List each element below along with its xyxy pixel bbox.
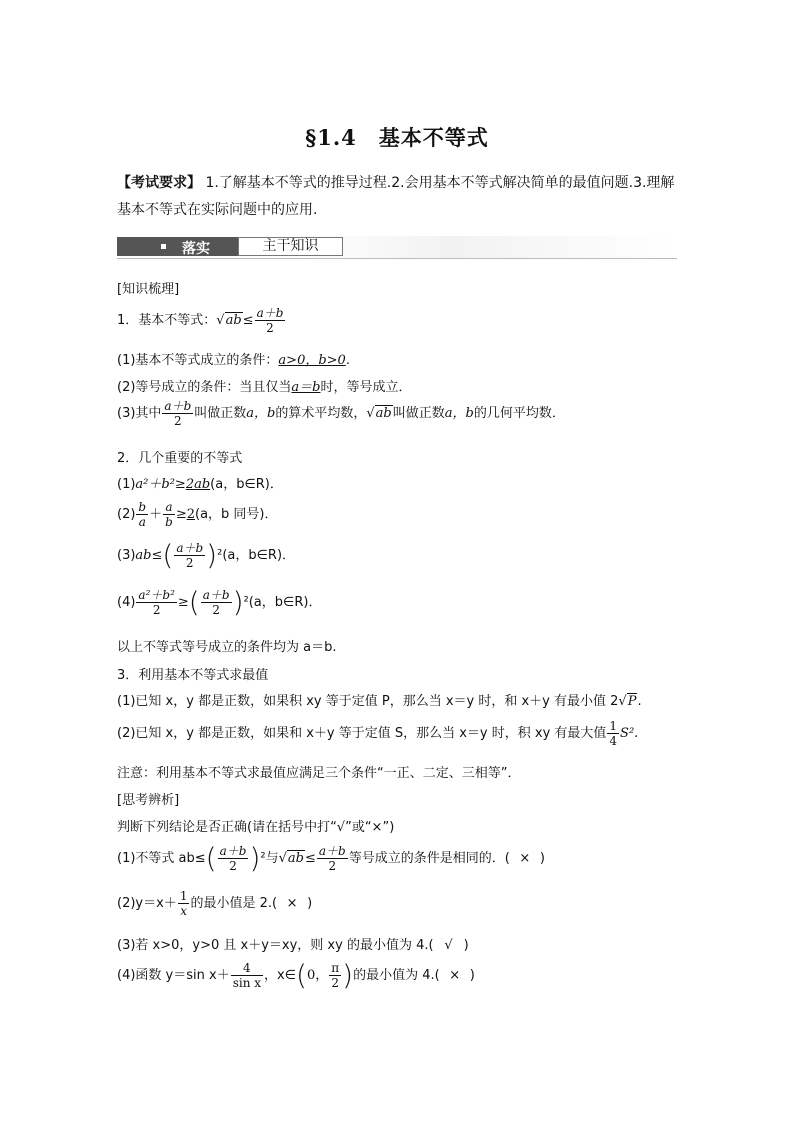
k2-item-1: (1)a²＋b²≥2ab(a，b∈R)．: [117, 477, 283, 492]
k1-heading: 1．基本不等式：√ab≤ $\frac{a+b}{2}$: [117, 306, 284, 335]
judge-question-4: (4)函数 y＝sin x＋ $\frac{4}{\text{sin x}}$ ，x∈(0， $\frac{\pi}{2}$ )的最小值为 4.( × ): [117, 958, 475, 992]
k3-note: 注意：利用基本不等式求最值应满足三个条件“一正、二定、三相等”．: [117, 766, 521, 781]
section-think-heading: [思考辨析]: [117, 793, 180, 808]
requirements-label: 【考试要求】: [117, 175, 201, 191]
k2-item-2: (2) $\frac{b}{a}$ ＋ $\frac{a}{b}$ ≥2(a，b 同号)．: [117, 500, 278, 529]
exam-requirements: [117, 170, 681, 224]
k1-condition-2: (2)等号成立的条件：当且仅当a＝b时，等号成立．: [117, 380, 412, 395]
sqrt-ab: √ab: [216, 313, 242, 328]
page-title: §1.4 基本不等式: [305, 125, 489, 150]
k2-heading: 2．几个重要的不等式: [117, 451, 243, 466]
k2-item-3: (3)ab≤( $\frac{a+b}{2}$ )²(a，b∈R)．: [117, 538, 296, 572]
requirements-text: 1.了解基本不等式的推导过程.2.会用基本不等式解决简单的最值问题.3.理解基本不等式在实际问题中的应用.: [117, 175, 675, 218]
answer-mark-4: ×: [449, 968, 461, 983]
section-knowledge-heading: [知识梳理]: [117, 282, 180, 297]
judge-question-2: (2)y＝x＋ $\frac{1}{x}$ 的最小值是 2.( × ): [117, 889, 313, 918]
judge-question-1: (1)不等式 ab≤( $\frac{a+b}{2}$ )²与√ab≤ $\frac{a+b}{2}$ 等号成立的条件是相同的．( × ): [117, 841, 545, 875]
banner-right-label: 主干知识: [238, 237, 343, 256]
k2-item-4: (4) $\frac{\text{a²＋b²}}{2}$ ≥( $\frac{a+b}{2}$ )²(a，b∈R)．: [117, 585, 322, 619]
answer-mark-2: ×: [286, 896, 298, 911]
section-banner: [117, 236, 677, 259]
answer-mark-1: ×: [519, 851, 531, 866]
banner-dark-tab: [117, 237, 238, 256]
fraction-a-plus-b-over-2: $\frac{a+b}{2}$: [256, 306, 284, 335]
k3-item-1: (1)已知 x，y 都是正数，如果积 xy 等于定值 P，那么当 x＝y 时，和 x＋y 有最小值 2√P.: [117, 694, 642, 709]
judge-intro: 判断下列结论是否正确(请在括号中打“√”或“×”): [117, 820, 395, 835]
k1-condition-3: (3)其中 $\frac{a+b}{2}$ 叫做正数a，b的算术平均数，√ab叫做正数a，b的几何平均数．: [117, 399, 565, 428]
square-bullet-icon: [161, 244, 166, 249]
banner-left-label: 落实: [182, 241, 210, 257]
k3-heading: 3．利用基本不等式求最值: [117, 668, 269, 683]
answer-mark-3: √: [444, 938, 453, 953]
k3-item-2: (2)已知 x，y 都是正数，如果和 x＋y 等于定值 S，那么当 x＝y 时，积 xy 有最大值 $\frac{1}{4}$ S².: [117, 719, 639, 748]
judge-question-3: (3)若 x>0，y>0 且 x＋y＝xy，则 xy 的最小值为 4.( √ ): [117, 938, 469, 953]
k2-note: 以上不等式等号成立的条件均为 a＝b.: [117, 640, 337, 655]
k1-condition-1: (1)基本不等式成立的条件：a>0，b>0.: [117, 353, 350, 368]
